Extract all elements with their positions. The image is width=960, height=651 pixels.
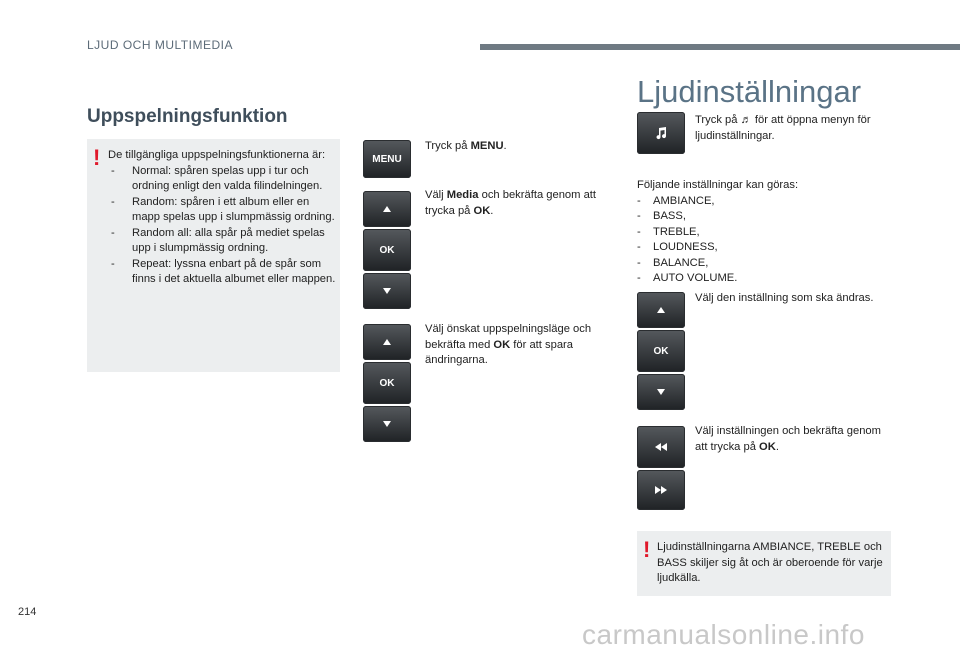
- list-item: - BALANCE,: [637, 256, 709, 269]
- page-number: 214: [18, 606, 37, 618]
- step-select-media: Välj Media och bekräfta genom att trycka på OK.: [425, 189, 597, 217]
- arrow-down-icon: [382, 287, 392, 295]
- playback-modes-note: [87, 139, 340, 372]
- step-select-setting: Välj den inställning som ska ändras.: [695, 292, 874, 304]
- watermark: carmanualsonline.info: [582, 619, 865, 650]
- arrow-up-button: [363, 191, 411, 227]
- list-item: - AUTO VOLUME.: [637, 272, 738, 284]
- arrow-up-icon: [382, 205, 392, 213]
- rewind-icon: [654, 443, 668, 451]
- arrow-down-button: [637, 374, 685, 410]
- ok-button: OK: [363, 362, 411, 404]
- list-item: - AMBIANCE,: [637, 194, 715, 207]
- step-confirm-setting: Välj inställningen och bekräfta genom att trycka på OK.: [695, 425, 881, 453]
- ok-button: OK: [637, 330, 685, 372]
- heading-sound-settings: Ljudinställningar: [637, 74, 862, 109]
- arrow-down-icon: [656, 388, 666, 396]
- settings-list: [637, 194, 887, 287]
- exclamation-icon: !: [93, 145, 101, 170]
- step-press-music: Tryck på ♬ för att öppna menyn för ljudinställningar.: [695, 114, 871, 142]
- playback-mode-list: [108, 164, 338, 288]
- step-press-menu: Tryck på MENU.: [425, 140, 507, 152]
- music-note-icon: ♬: [740, 114, 752, 126]
- fast-forward-button: [637, 470, 685, 510]
- list-item: - Repeat: lyssna enbart på de spår som finns i det aktuella albumet eller mappen.: [111, 257, 336, 285]
- arrow-down-button: [363, 273, 411, 309]
- section-title: LJUD OCH MULTIMEDIA: [87, 38, 233, 52]
- music-note-icon: [654, 126, 668, 140]
- exclamation-icon: !: [643, 537, 651, 562]
- ok-button: OK: [363, 229, 411, 271]
- music-button: [637, 112, 685, 154]
- sound-settings-note: [637, 531, 891, 596]
- step-select-mode: Välj önskat uppspelningsläge och bekräfta med OK för att spara ändringarna.: [425, 323, 592, 366]
- settings-intro: Följande inställningar kan göras:: [637, 179, 799, 191]
- note-intro: De tillgängliga uppspelningsfunktionerna är:: [108, 149, 326, 161]
- arrow-up-icon: [382, 338, 392, 346]
- rewind-button: [637, 426, 685, 468]
- arrow-down-button: [363, 406, 411, 442]
- arrow-down-icon: [382, 420, 392, 428]
- header-bar: [480, 44, 960, 50]
- fast-forward-icon: [654, 486, 668, 494]
- settings-intro-block: [637, 178, 887, 287]
- list-item: - BASS,: [637, 210, 686, 222]
- heading-playback-mode: Uppspelningsfunktion: [87, 106, 288, 127]
- list-item: - Normal: spåren spelas upp i tur och ordning enligt den valda filindelningen.: [111, 164, 323, 192]
- arrow-up-button: [363, 324, 411, 360]
- list-item: - Random: spåren i ett album eller en mapp spelas upp i slumpmässig ordning.: [111, 195, 335, 223]
- arrow-up-icon: [656, 306, 666, 314]
- list-item: - TREBLE,: [637, 225, 700, 238]
- arrow-up-button: [637, 292, 685, 328]
- menu-button: MENU: [363, 140, 411, 178]
- note-text: Ljudinställningarna AMBIANCE, TREBLE och BASS skiljer sig åt och är oberoende för varje ljudkälla.: [657, 541, 883, 584]
- list-item: - LOUDNESS,: [637, 241, 718, 253]
- list-item: - Random all: alla spår på mediet spelas upp i slumpmässig ordning.: [111, 226, 325, 254]
